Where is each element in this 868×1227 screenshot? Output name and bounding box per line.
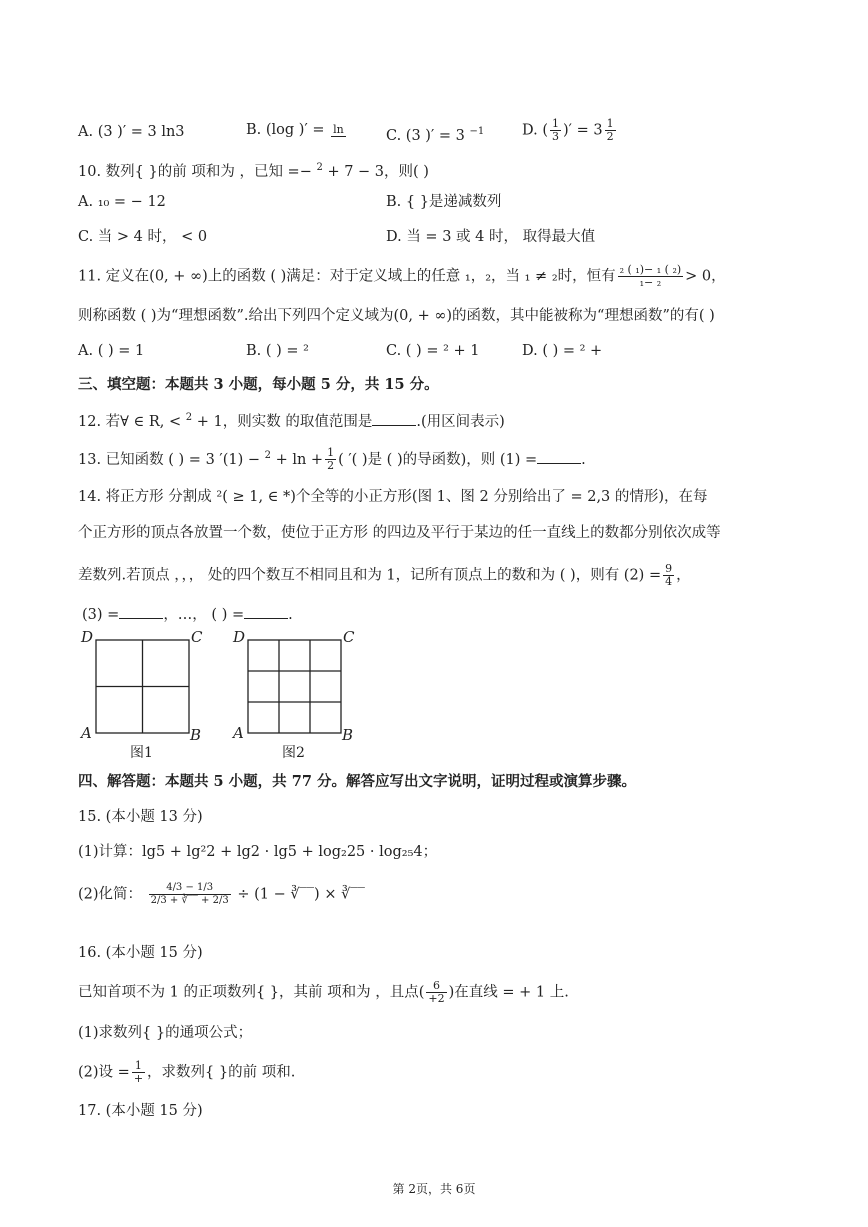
q16-stem-num: 6: [426, 980, 446, 993]
q9-b-prefix: B. (log )′ =: [246, 122, 325, 138]
figure-2-label-a: A: [233, 724, 244, 742]
q15-part1: (1)计算：lg5 + lg²2 + lg2 · lg5 + log₂25 · log₂₅4；: [78, 844, 438, 860]
q14-line3-tail: ，: [676, 567, 691, 584]
q12-sup: 2: [185, 412, 193, 423]
q12: [78, 408, 505, 432]
figure-1: [78, 628, 208, 767]
q16-part2-num: 1: [132, 1060, 145, 1073]
q10-stem-text: 10. 数列{ }的前 项和为 ，已知 =−: [78, 163, 317, 180]
q14-line1: 14. 将正方形 分割成 ²( ≥ 1, ∈ *)个全等的小正方形(图 1、图 2 分别给出了 = 2,3 的情形)，在每: [78, 489, 708, 505]
q9-d-num: 1: [552, 117, 559, 130]
figure-1-label-b: B: [190, 726, 202, 744]
q14-line4-a: (3) =: [82, 607, 120, 623]
q16-part2-pre: (2)设 =: [78, 1064, 130, 1081]
q11-frac-num: ₂ ( ₁)− ₁ ( ₂): [619, 263, 682, 276]
q13-tail: .: [581, 451, 586, 468]
figure-1-caption: 图1: [130, 745, 153, 761]
q11-option-b: B. ( ) = ²: [246, 343, 309, 359]
q16-heading: 16. (本小题 15 分): [78, 945, 203, 961]
q14-line2: 个正方形的顶点各放置一个数，使位于正方形 的四边及平行于某边的任一直线上的数都分别依次成等: [78, 525, 721, 541]
q12-tail: .(用区间表示): [416, 413, 505, 430]
q16-part2: [78, 1060, 295, 1085]
page-footer: 第 2页，共 6页: [392, 1182, 476, 1196]
figure-2-label-b: B: [342, 726, 354, 744]
q16-stem: [78, 980, 569, 1005]
q9-d-den: 3: [552, 130, 559, 143]
q9-option-a: A. (3 )′ = 3 ln3: [78, 124, 185, 140]
q16-stem-den: +2: [428, 992, 445, 1005]
figure-1-grid: [78, 632, 208, 742]
q13-fraction: [325, 447, 336, 472]
q10-option-c: C. 当 > 4 时， < 0: [78, 229, 208, 245]
q14-line4: [82, 604, 293, 625]
figure-2-label-d: D: [233, 628, 246, 646]
q11-line1-tail: > 0，: [685, 268, 726, 285]
q15-part2-tail: ÷ (1 − ∛‾‾) × ∛‾‾: [237, 886, 365, 903]
figure-1-label-a: A: [81, 724, 92, 742]
q14-line4-b: ，…， ( ) =: [163, 607, 245, 623]
q14-frac-den: 4: [665, 575, 673, 588]
q9-d-fraction: [550, 118, 561, 143]
figure-1-label-c: C: [191, 628, 203, 646]
q13-frac-den: 2: [327, 459, 335, 473]
q16-part2-post: ，求数列{ }的前 项和.: [147, 1064, 296, 1081]
q14-blank-2: [244, 604, 288, 619]
q16-stem-post: )在直线 = + 1 上.: [448, 984, 569, 1001]
q9-option-d: D. ( $\frac{1}{3}$ )′ = 3 $\frac{1}{2}$: [522, 117, 614, 143]
q9-d-tail-num: 1: [606, 117, 614, 130]
q13-frac-num: 1: [327, 446, 335, 460]
q11-fraction: [618, 264, 684, 289]
q11-line2: 则称函数 ( )为“理想函数”.给出下列四个定义域为(0, + ∞)的函数，其中能被称为“理想函数”的有( ): [78, 308, 715, 324]
q13-sup: 2: [264, 450, 271, 461]
q11-line1-text: 11. 定义在(0, + ∞)上的函数 ( )满足：对于定义域上的任意 ₁，₂，当 ₁ ≠ ₂时，恒有: [78, 268, 616, 285]
section-4-heading: 四、解答题：本题共 5 小题，共 77 分。解答应写出文字说明，证明过程或演算步骤。: [78, 773, 636, 790]
q9-d-tail-den: 2: [606, 130, 614, 143]
q14-line3: [78, 563, 691, 588]
figure-2: [230, 628, 365, 767]
q11-option-d: D. ( ) = ² +: [522, 343, 603, 359]
q13-pre: 13. 已知函数 ( ) = 3 ′(1) −: [78, 451, 265, 468]
q15-part2-num: 4/3 − 1/3: [149, 882, 231, 895]
q11-option-a: A. ( ) = 1: [78, 343, 145, 359]
q11-frac-den: ₁− ₂: [639, 276, 662, 289]
q9-d-prefix: D.: [522, 122, 538, 139]
q10-option-d: D. 当 = 3 或 4 时， 取得最大值: [386, 229, 596, 245]
q15-part2-fraction: [149, 882, 231, 907]
figure-1-label-d: D: [81, 628, 94, 646]
q16-part1: (1)求数列{ }的通项公式；: [78, 1025, 253, 1041]
q10-option-b: B. { }是递减数列: [386, 194, 502, 210]
q13-mid: + ln +: [270, 451, 324, 468]
q9-option-b: [246, 120, 348, 140]
q9-d-mid: ′ = 3: [568, 122, 603, 139]
q17-heading: 17. (本小题 15 分): [78, 1103, 203, 1119]
section-3-heading: 三、填空题：本题共 3 小题，每小题 5 分，共 15 分。: [78, 376, 439, 393]
q9-option-c: [386, 122, 484, 146]
figure-2-caption: 图2: [282, 745, 305, 761]
q16-stem-pre: 已知首项不为 1 的正项数列{ }，其前 项和为 ，且点(: [78, 984, 425, 1001]
q9-c-text: C. (3 )′ = 3: [386, 127, 470, 144]
q14-line4-c: .: [288, 607, 293, 623]
q16-part2-fraction: [132, 1060, 145, 1085]
q12-post: + 1，则实数 的取值范围是: [192, 413, 373, 430]
q14-blank-1: [119, 604, 163, 619]
q14-fraction: [663, 563, 674, 588]
q9-b-num: ln: [333, 122, 344, 136]
figure-2-label-c: C: [343, 628, 355, 646]
q15-part2-prefix: (2)化简：: [78, 886, 143, 903]
q14-frac-num: 9: [665, 562, 673, 575]
q13-post: ( ′( )是 ( )的导函数)，则 (1) =: [338, 451, 538, 468]
q10-stem: [78, 158, 429, 182]
q9-b-fraction: [331, 124, 346, 137]
q13-answer-blank: [537, 449, 581, 464]
q16-stem-fraction: [426, 980, 446, 1005]
q15-part2: [78, 882, 365, 907]
q15-part2-den: 2/3 + ∛‾‾ + 2/3: [150, 895, 229, 906]
q15-heading: 15. (本小题 13 分): [78, 809, 203, 825]
q16-part2-den: +: [133, 1072, 144, 1085]
q10-stem-sup: 2: [316, 162, 323, 173]
q11-line1: [78, 264, 726, 289]
q12-pre: 12. 若∀ ∈ R, <: [78, 413, 186, 430]
q10-stem-tail: + 7 − 3，则( ): [322, 163, 429, 180]
q14-line3-text: 差数列.若顶点 ，，， 处的四个数互不相同且和为 1，记所有顶点上的数和为 ( )，则有 (2) =: [78, 567, 662, 584]
q13: [78, 446, 586, 472]
q12-answer-blank: [372, 411, 416, 426]
q9-c-sup: −1: [469, 126, 485, 137]
q9-d-tail-fraction: [605, 118, 616, 143]
q11-option-c: C. ( ) = ² + 1: [386, 343, 480, 359]
q10-option-a: A. ₁₀ = − 12: [78, 194, 166, 210]
